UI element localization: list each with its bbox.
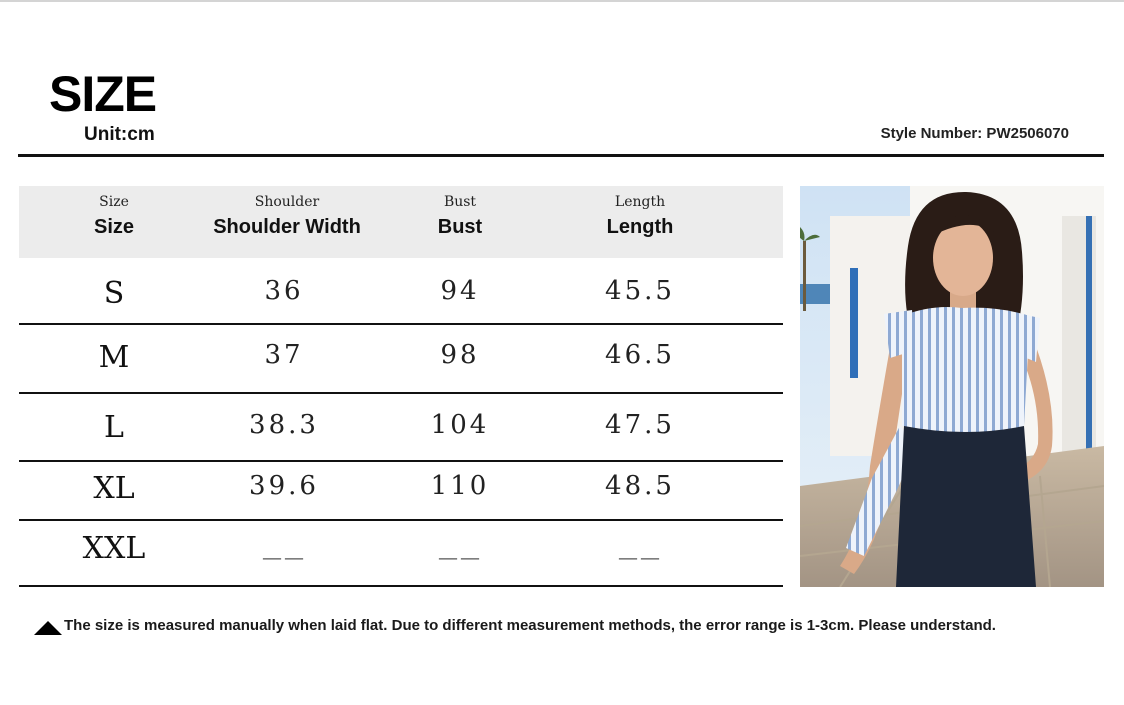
length-cell: 47.5 (605, 410, 675, 440)
row-divider (19, 323, 783, 325)
column-header-shoulder-label: Shoulder Width (213, 216, 361, 238)
bust-cell: 98 (440, 340, 480, 370)
shoulder-cell: —— (262, 545, 306, 569)
column-header-length-label: Length (606, 216, 674, 238)
row-divider (19, 460, 783, 462)
model-photo (800, 186, 1104, 587)
column-header-bust-label: Bust (437, 216, 483, 238)
size-cell: S (103, 276, 125, 311)
length-cell: 45.5 (605, 276, 675, 306)
length-cell: 46.5 (605, 340, 675, 370)
shoulder-cell: 39.6 (249, 471, 319, 501)
column-header-shoulder-small: Shoulder (254, 194, 320, 210)
column-header-bust-small: Bust (443, 194, 477, 210)
column-header-length-small: Length (614, 194, 666, 210)
column-header-size-label: Size (93, 216, 135, 238)
size-cell: XL (93, 471, 135, 506)
size-cell: M (98, 340, 130, 375)
top-border (0, 0, 1124, 2)
column-header-size-small: Size (99, 194, 129, 210)
shoulder-cell: 37 (264, 340, 304, 370)
bust-cell: —— (438, 545, 482, 569)
size-cell: XXL (82, 531, 146, 566)
size-cell: L (104, 410, 124, 445)
bust-cell: 94 (440, 276, 480, 306)
style-number: Style Number: PW2506070 (880, 125, 1069, 142)
header-divider (18, 154, 1104, 157)
unit-label: Unit:cm (84, 124, 155, 145)
row-divider (19, 585, 783, 587)
bust-cell: 110 (430, 471, 490, 501)
length-cell: 48.5 (605, 471, 675, 501)
column-header-length (590, 186, 690, 258)
page-title: SIZE (49, 66, 157, 122)
bust-cell: 104 (430, 410, 490, 440)
shoulder-cell: 36 (264, 276, 304, 306)
column-header-shoulder (197, 186, 377, 258)
shoulder-cell: 38.3 (249, 410, 319, 440)
row-divider (19, 519, 783, 521)
triangle-up-icon (33, 620, 63, 636)
column-header-bust (410, 186, 510, 258)
column-header-size (64, 186, 164, 258)
length-cell: —— (618, 545, 662, 569)
measurement-note: The size is measured manually when laid flat. Due to different measurement methods, the error range is 1-3cm. Please understand. (64, 617, 996, 634)
row-divider (19, 392, 783, 394)
